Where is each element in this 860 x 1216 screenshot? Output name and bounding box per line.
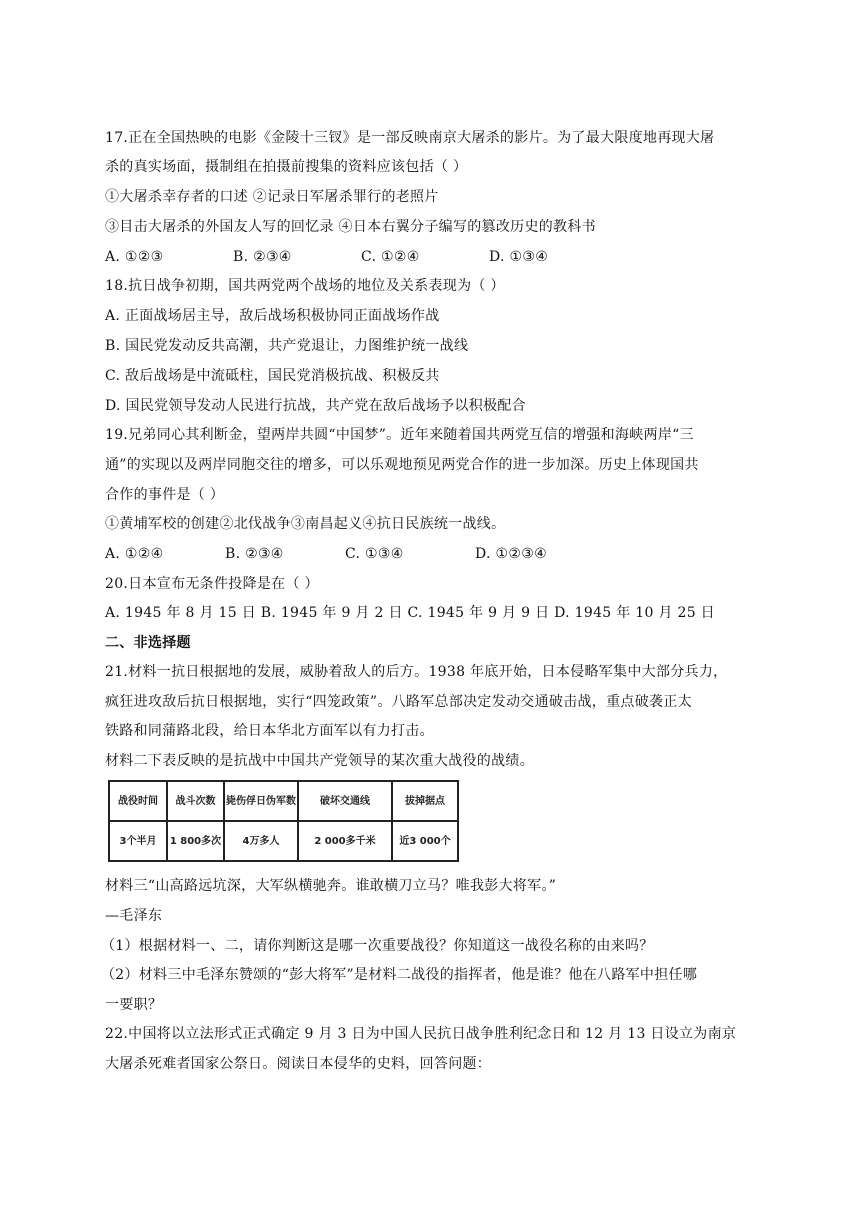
q19-option-c: C. ①③④ (345, 546, 404, 562)
q17-options (105, 247, 548, 267)
q19-option-d: D. ①②③④ (475, 546, 547, 562)
q19-line-3: 合作的事件是（ ） (105, 487, 225, 503)
q21-line-5: 材料三“山高路远坑深，大军纵横驰奔。谁敢横刀立马？唯我彭大将军。” (105, 878, 557, 894)
q22-line-2: 大屠杀死难者国家公祭日。阅读日本侵华的史料，回答问题： (105, 1056, 492, 1072)
section-heading-non-choice: 二、非选择题 (105, 635, 191, 651)
q21-attribution: —毛泽东 (105, 908, 163, 924)
q21-sub-question-2-line-1: （2）材料三中毛泽东赞颂的“彭大将军”是材料二战役的指挥者，他是谁？他在八路军中担任哪 (101, 967, 698, 983)
q21-line-2: 疯狂进攻敌后抗日根据地，实行“四笼政策”。八路军总部决定发动交通破击战，重点破袭正太 (105, 694, 692, 710)
q19-options (105, 544, 547, 564)
table-header-row (109, 781, 458, 821)
cell-battle-count: 1 800多次 (167, 821, 224, 861)
table-row (109, 821, 458, 861)
q18-option-b: B. 国民党发动反共高潮，共产党退让，力图维护统一战线 (105, 338, 469, 354)
header-enemy-casualties: 毙伤俘日伪军数 (224, 781, 298, 821)
q18-option-c: C. 敌后战场是中流砥柱，国民党消极抗战、积极反共 (105, 368, 440, 384)
q19-line-1: 19.兄弟同心其利断金，望两岸共圆“中国梦”。近年来随着国共两党互信的增强和海峡两岸“三 (105, 427, 694, 443)
q21-line-1: 21.材料一抗日根据地的发展，威胁着敌人的后方。1938 年底开始，日本侵略军集中大部分兵力， (105, 664, 728, 680)
q17-line-1: 17.正在全国热映的电影《金陵十三钗》是一部反映南京大屠杀的影片。为了最大限度地再现大屠 (105, 130, 715, 146)
q21-line-3: 铁路和同蒲路北段，给日本华北方面军以有力打击。 (105, 723, 434, 739)
q17-line-3: ①大屠杀幸存者的口述 ②记录日军屠杀罪行的老照片 (105, 189, 439, 205)
header-battle-time: 战役时间 (109, 781, 167, 821)
q20-options: A. 1945 年 8 月 15 日 B. 1945 年 9 月 2 日 C. 1945 年 9 月 9 日 D. 1945 年 10 月 25 日 (105, 605, 715, 621)
q18-stem: 18.抗日战争初期，国共两党两个战场的地位及关系表现为（ ） (105, 278, 505, 294)
cell-strongholds: 近3 000个 (392, 821, 458, 861)
q21-sub-question-1: （1）根据材料一、二，请你判断这是哪一次重要战役？你知道这一战役名称的由来吗？ (101, 938, 654, 954)
q21-line-4: 材料二下表反映的是抗战中中国共产党领导的某次重大战役的战绩。 (105, 753, 534, 769)
cell-enemy-casualties: 4万多人 (224, 821, 298, 861)
q18-option-d: D. 国民党领导发动人民进行抗战，共产党在敌后战场予以积极配合 (105, 398, 526, 414)
q19-line-4: ①黄埔军校的创建②北伐战争③南昌起义④抗日民族统一战线。 (105, 516, 506, 532)
q22-line-1: 22.中国将以立法形式正式确定 9 月 3 日为中国人民抗日战争胜利纪念日和 12 月 13 日设立为南京 (105, 1026, 737, 1042)
header-strongholds: 拔掉据点 (392, 781, 458, 821)
q19-option-b: B. ②③④ (225, 546, 284, 562)
q17-line-2: 杀的真实场面，摄制组在拍摄前搜集的资料应该包括（ ） (105, 159, 468, 175)
q17-option-c: C. ①②④ (361, 249, 420, 265)
q18-option-a: A. 正面战场居主导，敌后战场积极协同正面战场作战 (105, 308, 440, 324)
q19-line-2: 通”的实现以及两岸同胞交往的增多，可以乐观地预见两党合作的进一步加深。历史上体现国共 (105, 457, 699, 473)
battle-results-table (108, 780, 459, 862)
q20-stem: 20.日本宣布无条件投降是在（ ） (105, 576, 319, 592)
header-transport-destroyed: 破坏交通线 (298, 781, 392, 821)
q17-option-d: D. ①③④ (489, 249, 549, 265)
q17-line-4: ③目击大屠杀的外国友人写的回忆录 ④日本右翼分子编写的篡改历史的教科书 (105, 219, 596, 235)
q17-option-b: B. ②③④ (233, 249, 292, 265)
q21-sub-question-2-line-2: 一要职？ (105, 997, 163, 1013)
q19-option-a: A. ①②④ (105, 546, 164, 562)
header-battle-count: 战斗次数 (167, 781, 224, 821)
cell-transport-destroyed: 2 000多千米 (298, 821, 392, 861)
q17-option-a: A. ①②③ (105, 249, 164, 265)
cell-battle-time: 3个半月 (109, 821, 167, 861)
